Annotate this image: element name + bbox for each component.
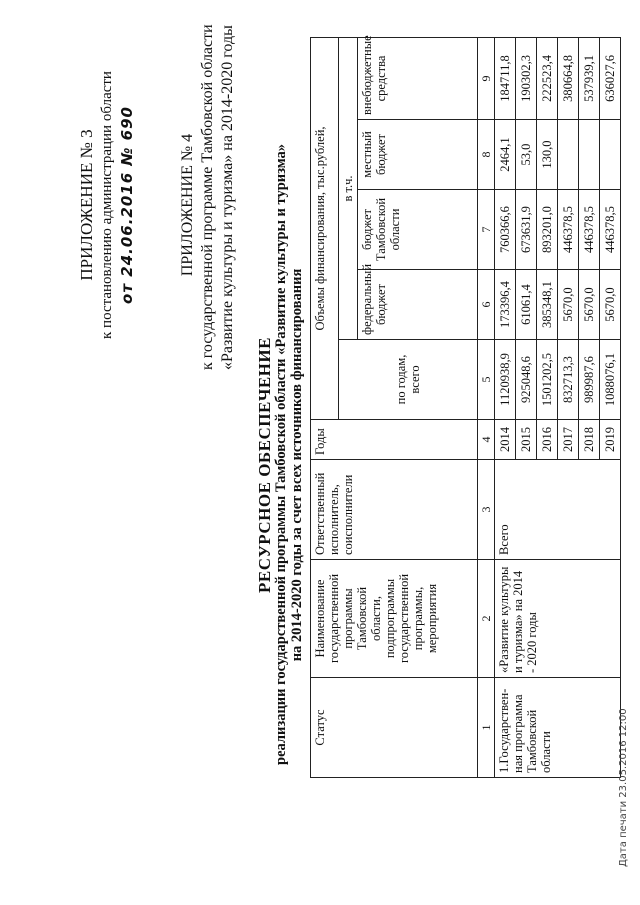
column-number: 6	[478, 270, 495, 340]
appendix-4-title: ПРИЛОЖЕНИЕ № 4	[179, 133, 196, 277]
header-funding-volumes	[311, 37, 339, 419]
total-cell: 1088076,1	[600, 340, 621, 420]
total-cell: 1501202,5	[537, 340, 558, 420]
column-number-row	[478, 37, 495, 777]
regional-cell: 673631,9	[516, 190, 537, 270]
column-number: 9	[478, 37, 495, 119]
heading-title: РЕСУРСНОЕ ОБЕСПЕЧЕНИЕ	[255, 337, 274, 593]
federal-cell: 5670,0	[558, 270, 579, 340]
year-cell: 2015	[516, 420, 537, 460]
regional-cell: 446378,5	[600, 190, 621, 270]
executor-cell: Всего	[495, 460, 621, 560]
total-cell: 989987,6	[579, 340, 600, 420]
local-cell	[579, 120, 600, 190]
header-including: в т.ч.	[339, 37, 358, 339]
regional-cell: 893201,0	[537, 190, 558, 270]
document-heading	[255, 143, 305, 765]
year-cell: 2018	[579, 420, 600, 460]
total-cell: 925048,6	[516, 340, 537, 420]
appendix-4-line2: к государственной программе Тамбовской области	[199, 24, 216, 370]
header-program-name: Наименование государственной программы Тамбовской области, подпрограммы государственной программы, мероприятия	[311, 560, 478, 678]
extra-cell: 380664,8	[558, 37, 579, 119]
extra-cell: 636027,6	[600, 37, 621, 119]
header-years: Годы	[311, 420, 478, 460]
local-cell: 53,0	[516, 120, 537, 190]
extra-cell: 184711,8	[495, 37, 516, 119]
federal-cell: 385348,1	[537, 270, 558, 340]
print-date: Дата печати 23.05.2016 12:00	[618, 708, 629, 867]
federal-cell: 173396,4	[495, 270, 516, 340]
column-number: 2	[478, 560, 495, 678]
federal-cell: 5670,0	[579, 270, 600, 340]
regional-cell: 446378,5	[579, 190, 600, 270]
program-name-cell: «Развитие культуры и туризма» на 2014 - 2020 годы	[495, 560, 621, 678]
year-cell: 2014	[495, 420, 516, 460]
heading-subtitle-1: реализации государственной программы Тамбовской области «Развитие культуры и туризма»	[273, 143, 289, 765]
local-cell: 2464,1	[495, 120, 516, 190]
regional-cell: 446378,5	[558, 190, 579, 270]
header-total-by-year: по годам, всего	[339, 340, 478, 420]
heading-subtitle-2: на 2014-2020 годы за счет всех источников финансирования	[289, 268, 305, 662]
local-cell	[558, 120, 579, 190]
handwritten-decree-date: от 24.06.2016 № 690	[118, 106, 136, 304]
header-executor: Ответственный исполнитель, соисполнители	[311, 460, 478, 560]
appendix-3-title: ПРИЛОЖЕНИЕ № 3	[77, 129, 96, 281]
appendix-4-line3: «Развитие культуры и туризма» на 2014-2020 годы	[219, 25, 236, 370]
header-funding-label: Объемы финансирования, тыс.рублей,	[313, 126, 327, 331]
local-cell: 130,0	[537, 120, 558, 190]
header-status: Статус	[311, 678, 478, 778]
total-cell: 1120938,9	[495, 340, 516, 420]
column-number: 1	[478, 678, 495, 778]
header-federal-budget: федеральный бюджет	[358, 270, 478, 340]
federal-cell: 61061,4	[516, 270, 537, 340]
extra-cell: 537939,1	[579, 37, 600, 119]
total-cell: 832713,3	[558, 340, 579, 420]
appendix-3-subtitle: к постановлению администрации области	[99, 71, 115, 339]
regional-cell: 760366,6	[495, 190, 516, 270]
year-cell: 2019	[600, 420, 621, 460]
column-number: 8	[478, 120, 495, 190]
table-row	[495, 37, 516, 777]
header-regional-budget: бюджет Тамбовской области	[358, 190, 478, 270]
federal-cell: 5670,0	[600, 270, 621, 340]
header-local-budget: местный бюджет	[358, 120, 478, 190]
column-number: 5	[478, 340, 495, 420]
extra-cell: 222523,4	[537, 37, 558, 119]
appendix-3-header	[77, 45, 137, 365]
status-cell: 1.Государствен-ная программа Тамбовской области	[495, 678, 621, 778]
year-cell: 2017	[558, 420, 579, 460]
column-number: 7	[478, 190, 495, 270]
appendix-4-header	[178, 24, 238, 370]
extra-cell: 190302,3	[516, 37, 537, 119]
year-cell: 2016	[537, 420, 558, 460]
column-number: 4	[478, 420, 495, 460]
funding-table	[310, 37, 621, 778]
local-cell	[600, 120, 621, 190]
column-number: 3	[478, 460, 495, 560]
header-extra-budget: внебюджетные средства	[358, 37, 478, 119]
